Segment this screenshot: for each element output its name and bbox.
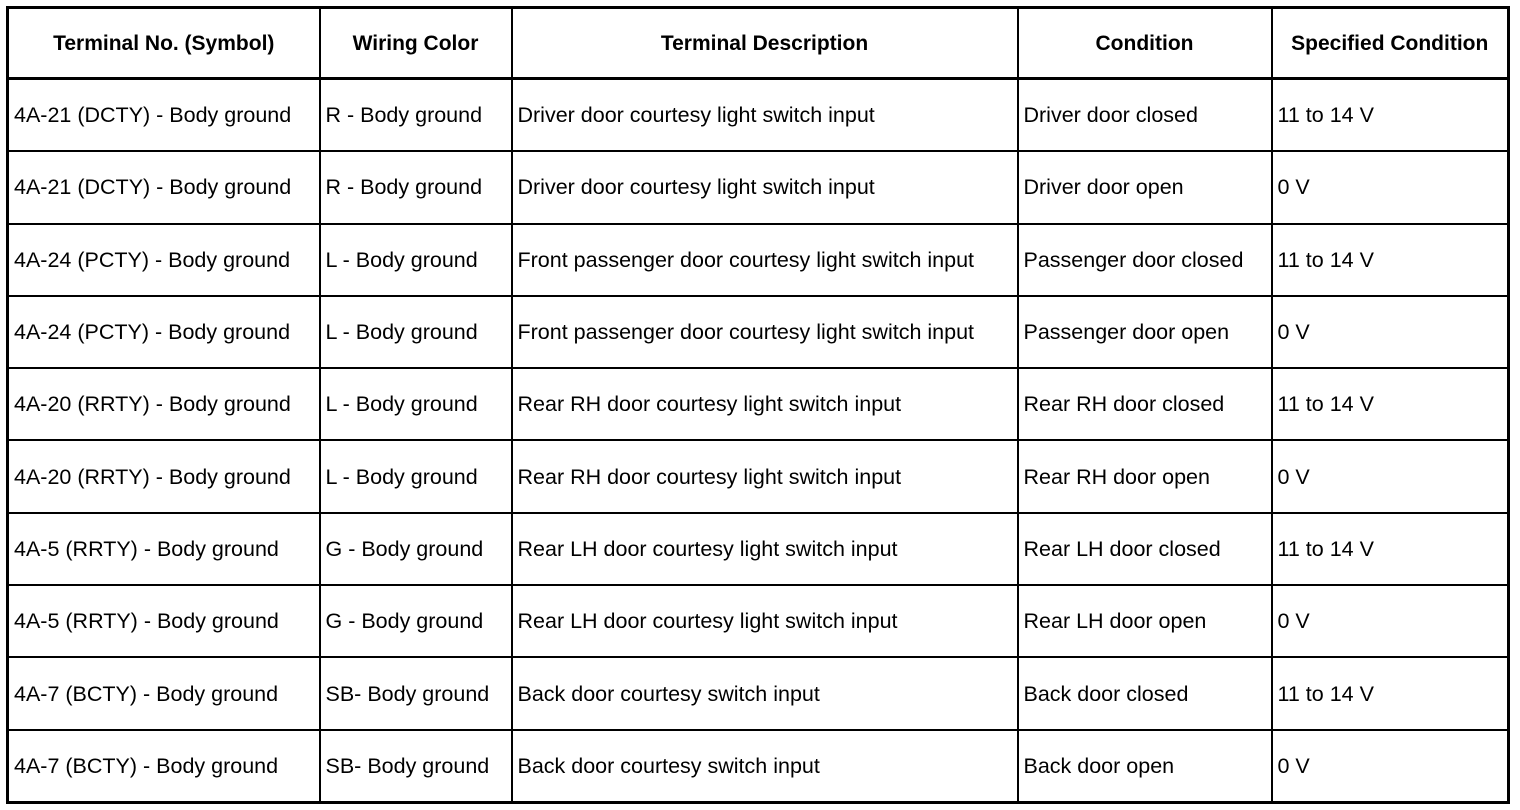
table-row xyxy=(8,513,1509,585)
terminal-spec-table xyxy=(6,6,1510,804)
cell-description: Rear RH door courtesy light switch input xyxy=(512,440,1018,512)
cell-wiring-color: L - Body ground xyxy=(320,224,512,296)
cell-condition: Back door closed xyxy=(1018,657,1272,729)
cell-terminal: 4A-7 (BCTY) - Body ground xyxy=(8,730,320,803)
cell-condition: Driver door closed xyxy=(1018,79,1272,152)
cell-condition: Rear RH door open xyxy=(1018,440,1272,512)
cell-wiring-color: G - Body ground xyxy=(320,513,512,585)
cell-wiring-color: SB- Body ground xyxy=(320,730,512,803)
cell-terminal: 4A-5 (RRTY) - Body ground xyxy=(8,585,320,657)
table-row xyxy=(8,151,1509,223)
cell-terminal: 4A-5 (RRTY) - Body ground xyxy=(8,513,320,585)
cell-specified: 11 to 14 V xyxy=(1272,513,1509,585)
table-row xyxy=(8,585,1509,657)
cell-terminal: 4A-24 (PCTY) - Body ground xyxy=(8,224,320,296)
cell-specified: 0 V xyxy=(1272,730,1509,803)
table-row xyxy=(8,368,1509,440)
cell-description: Back door courtesy switch input xyxy=(512,657,1018,729)
cell-wiring-color: L - Body ground xyxy=(320,368,512,440)
table-row xyxy=(8,79,1509,152)
cell-condition: Driver door open xyxy=(1018,151,1272,223)
cell-specified: 0 V xyxy=(1272,585,1509,657)
cell-wiring-color: R - Body ground xyxy=(320,151,512,223)
header-specified-condition: Specified Condition xyxy=(1272,8,1509,79)
cell-description: Front passenger door courtesy light switch input xyxy=(512,224,1018,296)
cell-description: Rear LH door courtesy light switch input xyxy=(512,513,1018,585)
cell-description: Front passenger door courtesy light switch input xyxy=(512,296,1018,368)
cell-specified: 11 to 14 V xyxy=(1272,79,1509,152)
header-condition: Condition xyxy=(1018,8,1272,79)
cell-condition: Rear LH door closed xyxy=(1018,513,1272,585)
cell-wiring-color: G - Body ground xyxy=(320,585,512,657)
cell-condition: Passenger door open xyxy=(1018,296,1272,368)
cell-terminal: 4A-21 (DCTY) - Body ground xyxy=(8,79,320,152)
cell-wiring-color: R - Body ground xyxy=(320,79,512,152)
cell-specified: 11 to 14 V xyxy=(1272,224,1509,296)
table-row xyxy=(8,440,1509,512)
header-terminal: Terminal No. (Symbol) xyxy=(8,8,320,79)
table-row xyxy=(8,730,1509,803)
cell-specified: 0 V xyxy=(1272,151,1509,223)
cell-specified: 0 V xyxy=(1272,440,1509,512)
cell-wiring-color: L - Body ground xyxy=(320,296,512,368)
cell-terminal: 4A-20 (RRTY) - Body ground xyxy=(8,368,320,440)
table-row xyxy=(8,296,1509,368)
header-row xyxy=(8,8,1509,79)
cell-condition: Back door open xyxy=(1018,730,1272,803)
cell-condition: Rear RH door closed xyxy=(1018,368,1272,440)
cell-description: Rear RH door courtesy light switch input xyxy=(512,368,1018,440)
cell-description: Back door courtesy switch input xyxy=(512,730,1018,803)
cell-condition: Rear LH door open xyxy=(1018,585,1272,657)
header-wiring-color: Wiring Color xyxy=(320,8,512,79)
cell-description: Driver door courtesy light switch input xyxy=(512,79,1018,152)
cell-specified: 0 V xyxy=(1272,296,1509,368)
cell-wiring-color: L - Body ground xyxy=(320,440,512,512)
header-terminal-description: Terminal Description xyxy=(512,8,1018,79)
cell-description: Driver door courtesy light switch input xyxy=(512,151,1018,223)
cell-terminal: 4A-24 (PCTY) - Body ground xyxy=(8,296,320,368)
cell-terminal: 4A-20 (RRTY) - Body ground xyxy=(8,440,320,512)
table-row xyxy=(8,224,1509,296)
table-row xyxy=(8,657,1509,729)
cell-terminal: 4A-7 (BCTY) - Body ground xyxy=(8,657,320,729)
cell-wiring-color: SB- Body ground xyxy=(320,657,512,729)
cell-specified: 11 to 14 V xyxy=(1272,368,1509,440)
cell-condition: Passenger door closed xyxy=(1018,224,1272,296)
cell-terminal: 4A-21 (DCTY) - Body ground xyxy=(8,151,320,223)
cell-specified: 11 to 14 V xyxy=(1272,657,1509,729)
cell-description: Rear LH door courtesy light switch input xyxy=(512,585,1018,657)
